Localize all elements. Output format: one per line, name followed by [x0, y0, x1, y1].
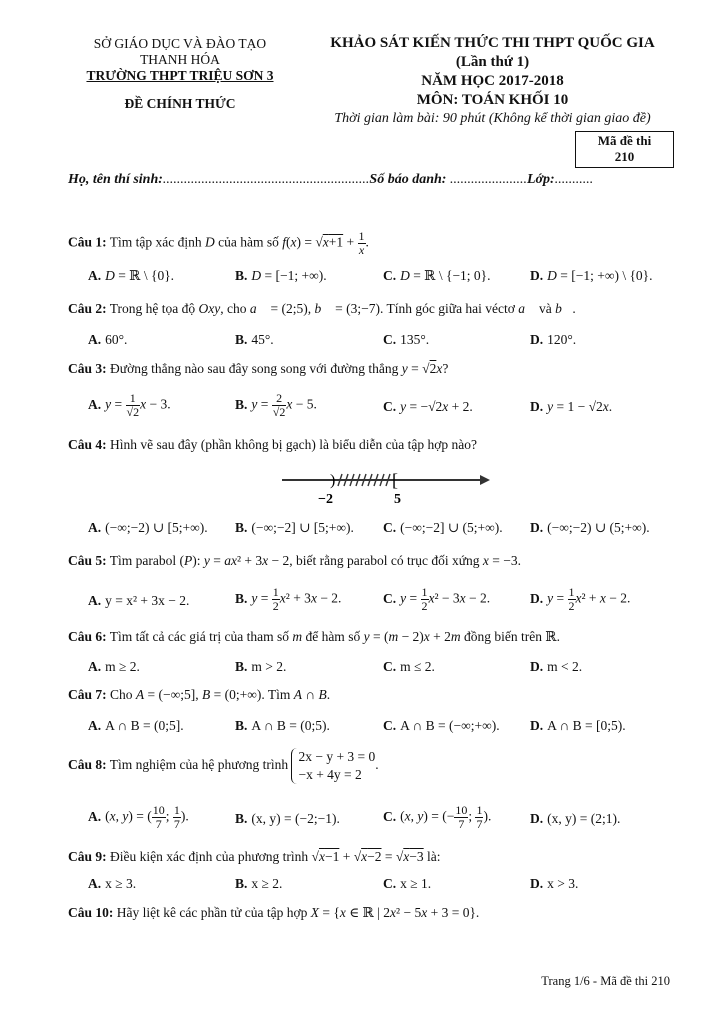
exam-time-note: Thời gian làm bài: 90 phút (Không kể thời gian giao đề) [334, 111, 651, 126]
page-footer: Trang 1/6 - Mã đề thi 210 [541, 974, 670, 988]
q1-option-b[interactable]: B. D = [−1; +∞). [235, 268, 327, 283]
question-2: Câu 2: Trong hệ tọa độ Oxy, cho a⃗ = (2;5), b⃗ = (3;−7). Tính góc giữa hai véctơ a⃗ và b⃗. [68, 301, 576, 316]
q1-option-a[interactable]: A. D = ℝ \ {0}. [88, 268, 175, 283]
department-name: SỞ GIÁO DỤC VÀ ĐÀO TẠO [93, 36, 267, 51]
header-right [295, 34, 690, 128]
q6-option-d[interactable]: D. m < 2. [530, 659, 583, 674]
left-bracket: ) [330, 472, 336, 489]
q3-option-a[interactable]: A. y = $\frac{1}{√2}$ x − 3. [88, 391, 171, 419]
question-7: Câu 7: Cho A = (−∞;5], B = (0;+∞). Tìm A ∩ B. [68, 687, 331, 702]
student-name-label: Họ, tên thí sinh: [68, 172, 163, 187]
number-line-arrow [480, 475, 490, 485]
q8-option-b[interactable]: B. (x, y) = (−2;−1). [235, 811, 340, 826]
q8-option-d[interactable]: D. (x, y) = (2;1). [530, 811, 621, 826]
school-name: TRƯỜNG THPT TRIỆU SƠN 3 [86, 68, 274, 83]
class-label: Lớp: [526, 172, 555, 187]
q2-option-b[interactable]: B. 45°. [235, 332, 274, 347]
question-9: Câu 9: Điều kiện xác định của phương trình √x−1 + √x−2 = √x−3 là: [68, 849, 441, 864]
student-name-field[interactable]: ........................................................... [162, 172, 370, 187]
q1-option-c[interactable]: C. D = ℝ \ {−1; 0}. [383, 268, 491, 283]
question-10: Câu 10: Hãy liệt kê các phần tử của tập hợp X = {x ∈ ℝ | 2x² − 5x + 3 = 0}. [68, 905, 480, 920]
q7-option-b[interactable]: B. A ∩ B = (0;5). [235, 718, 330, 733]
right-bracket: [ [392, 470, 398, 490]
q2-option-d[interactable]: D. 120°. [530, 332, 577, 347]
exam-title: KHẢO SÁT KIẾN THỨC THI THPT QUỐC GIA [330, 35, 655, 51]
q2-option-c[interactable]: C. 135°. [383, 332, 430, 347]
q5-option-c[interactable]: C. y = $\frac{1}{2}$ x² − 3x − 2. [383, 585, 491, 613]
exam-code-label: Mã đề thi [597, 133, 652, 148]
label-minus-two: −2 [318, 492, 333, 507]
q4-option-c[interactable]: C. (−∞;−2] ∪ (5;+∞). [383, 520, 503, 535]
q4-option-d[interactable]: D. (−∞;−2) ∪ (5;+∞). [530, 520, 650, 535]
question-5: Câu 5: Tìm parabol (P): y = ax² + 3x − 2, biết rằng parabol có trục đối xứng x = −3. [68, 553, 522, 568]
q4-option-a[interactable]: A. (−∞;−2) ∪ [5;+∞). [88, 520, 208, 535]
province-name: THANH HÓA [140, 52, 220, 67]
hatch-marks [338, 474, 390, 486]
candidate-number-label: Số báo danh: [369, 172, 447, 187]
label-five: 5 [394, 492, 401, 507]
equation-system: 2x − y + 3 = 0 −x + 4y = 2 [291, 748, 375, 784]
q9-option-a[interactable]: A. x ≥ 3. [88, 876, 137, 891]
header-left [60, 36, 300, 112]
official-label: ĐỀ CHÍNH THỨC [124, 96, 236, 111]
q6-option-b[interactable]: B. m > 2. [235, 659, 287, 674]
question-1: Câu 1: Tìm tập xác định D của hàm số f(x) = √x+1 + $\frac{1}{x}$ . [68, 229, 369, 257]
question-8: Câu 8: Tìm nghiệm của hệ phương trình 2x − y + 3 = 0 −x + 4y = 2 . [68, 749, 379, 782]
q6-option-a[interactable]: A. m ≥ 2. [88, 659, 140, 674]
school-year: NĂM HỌC 2017-2018 [421, 73, 564, 89]
question-number: Câu 1: [68, 234, 107, 250]
question-4: Câu 4: Hình vẽ sau đây (phần không bị gạch) là biểu diễn của tập hợp nào? [68, 437, 478, 452]
q8-option-c[interactable]: C. (x, y) = (− $\frac{10}{7}$ ; $\frac{1}{7}$ ). [383, 803, 492, 831]
question-3: Câu 3: Đường thẳng nào sau đây song song với đường thẳng y = √2x? [68, 361, 449, 376]
number-line-figure [280, 465, 495, 507]
q7-option-a[interactable]: A. A ∩ B = (0;5]. [88, 718, 184, 733]
exam-subject: MÔN: TOÁN KHỐI 10 [416, 92, 569, 108]
q9-option-c[interactable]: C. x ≥ 1. [383, 876, 432, 891]
class-field[interactable]: ........... [554, 172, 594, 187]
student-info-line [68, 172, 593, 188]
q5-option-d[interactable]: D. y = $\frac{1}{2}$ x² + x − 2. [530, 585, 631, 613]
q8-option-a[interactable]: A. (x, y) = ( $\frac{10}{7}$ ; $\frac{1}{7}$ ). [88, 803, 189, 831]
q7-option-c[interactable]: C. A ∩ B = (−∞;+∞). [383, 718, 500, 733]
candidate-number-field[interactable]: ...................... [449, 172, 527, 187]
q3-option-c[interactable]: C. y = −√2x + 2. [383, 399, 473, 414]
q3-option-d[interactable]: D. y = 1 − √2x. [530, 399, 613, 414]
q5-option-a[interactable]: A. y = x² + 3x − 2. [88, 593, 190, 608]
q6-option-c[interactable]: C. m ≤ 2. [383, 659, 435, 674]
q9-option-d[interactable]: D. x > 3. [530, 876, 579, 891]
q1-option-d[interactable]: D. D = [−1; +∞) \ {0}. [530, 268, 653, 283]
q9-option-b[interactable]: B. x ≥ 2. [235, 876, 283, 891]
q3-option-b[interactable]: B. y = $\frac{2}{√2}$ x − 5. [235, 391, 317, 419]
exam-code-box [575, 131, 674, 168]
question-6: Câu 6: Tìm tất cả các giá trị của tham số m để hàm số y = (m − 2)x + 2m đồng biến trên ℝ. [68, 629, 560, 644]
exam-code-value: 210 [614, 149, 635, 164]
q2-option-a[interactable]: A. 60°. [88, 332, 128, 347]
q7-option-d[interactable]: D. A ∩ B = [0;5). [530, 718, 626, 733]
q5-option-b[interactable]: B. y = $\frac{1}{2}$ x² + 3x − 2. [235, 585, 342, 613]
exam-attempt: (Lần thứ 1) [455, 54, 530, 70]
q4-option-b[interactable]: B. (−∞;−2] ∪ [5;+∞). [235, 520, 354, 535]
